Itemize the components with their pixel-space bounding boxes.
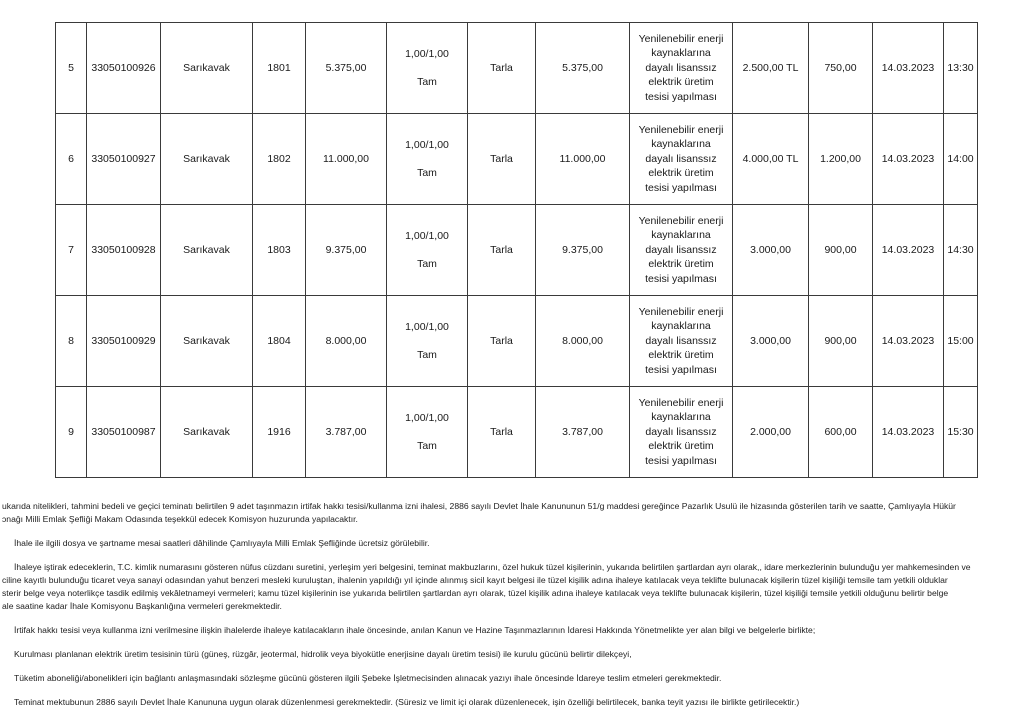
purpose-cell: Yenilenebilir enerji kaynaklarına dayalı lisanssız elektrik üretim tesisi yapılması xyxy=(630,296,733,387)
area-cell: 3.787,00 xyxy=(306,387,387,478)
location-cell: Sarıkavak xyxy=(161,205,253,296)
parcel-no-cell: 1801 xyxy=(253,23,306,114)
area-2-cell: 11.000,00 xyxy=(536,114,630,205)
parcel-no-cell: 1802 xyxy=(253,114,306,205)
land-type-cell: Tarla xyxy=(468,23,536,114)
price-cell: 3.000,00 xyxy=(733,205,809,296)
auction-table xyxy=(55,22,978,478)
parcel-id-cell: 33050100927 xyxy=(87,114,161,205)
auction-notes xyxy=(0,500,1019,709)
note-paragraph: İhaleye iştirak edeceklerin, T.C. kimlik numarasını gösteren nüfus cüzdanı suretini, yerleşim yeri belgesini, teminat makbuzlarını, özel hukuk tüzel kişilerinin, yukarıda belirtilen şartlardan ayrı olarak,, idare merkezlerinin bulunduğu yer mahkemesinden ve xyxy=(14,562,971,572)
date-cell: 14.03.2023 xyxy=(873,205,944,296)
share-cell: 1,00/1,00 Tam xyxy=(387,387,468,478)
purpose-cell: Yenilenebilir enerji kaynaklarına dayalı lisanssız elektrik üretim tesisi yapılması xyxy=(630,205,733,296)
deposit-cell: 600,00 xyxy=(809,387,873,478)
note-paragraph: Kurulması planlanan elektrik üretim tesisinin türü (güneş, rüzgâr, jeotermal, hidrolik veya biyokütle enerjisine dayalı üretim tesisi) ile kurulu gücünü belirtir dilekçeyi, xyxy=(14,649,632,659)
deposit-cell: 1.200,00 xyxy=(809,114,873,205)
note-paragraph: Tüketim aboneliği/abonelikleri için bağlantı anlaşmasındaki sözleşme gücünü gösteren ilgili Şebeke İşletmecisinden alınacak yazıyı ihale öncesinde İdareye teslim etmeleri gerekmektedir. xyxy=(14,673,722,683)
date-cell: 14.03.2023 xyxy=(873,296,944,387)
row-number-cell: 7 xyxy=(56,205,87,296)
note-paragraph: İhale ile ilgili dosya ve şartname mesai saatleri dâhilinde Çamlıyayla Milli Emlak Şefliğinde ücretsiz görülebilir. xyxy=(14,538,430,548)
note-paragraph: ɔnağı Milli Emlak Şefliği Makam Odasında teşekkül edecek Komisyon huzurunda yapılacaktır. xyxy=(2,514,358,524)
deposit-cell: 900,00 xyxy=(809,296,873,387)
share-cell: 1,00/1,00 Tam xyxy=(387,23,468,114)
parcel-id-cell: 33050100929 xyxy=(87,296,161,387)
table-row xyxy=(56,387,978,478)
parcel-id-cell: 33050100928 xyxy=(87,205,161,296)
land-type-cell: Tarla xyxy=(468,387,536,478)
note-paragraph: Teminat mektubunun 2886 sayılı Devlet İhale Kanununa uygun olarak düzenlenmesi gerekmektedir. (Süresiz ve limit içi olarak düzenlenecek, işin özelliği belirtilecek, banka teyit yazısı ile birlikte getirilecektir.) xyxy=(14,697,800,707)
area-2-cell: 3.787,00 xyxy=(536,387,630,478)
purpose-cell: Yenilenebilir enerji kaynaklarına dayalı lisanssız elektrik üretim tesisi yapılması xyxy=(630,387,733,478)
purpose-cell: Yenilenebilir enerji kaynaklarına dayalı lisanssız elektrik üretim tesisi yapılması xyxy=(630,23,733,114)
row-number-cell: 6 xyxy=(56,114,87,205)
note-paragraph: sterir belge veya noterlikçe tasdik edilmiş vekâletnameyi vermeleri; kamu tüzel kişilerinin ise yukarıda belirtilen şartlardan ayrı olarak, tüzel kişilik adına ihaleye katılacak veya teklifte bulunacak kişilerin, tüzel kişiliği temsile yetkili olduğunu belirtir belge xyxy=(2,588,949,598)
note-paragraph: İrtifak hakkı tesisi veya kullanma izni verilmesine ilişkin ihalelerde ihaleye katılacakların ihale öncesinde, anılan Kanun ve Hazine Taşınmazlarının İdaresi Hakkında Yönetmelikte yer alan bilgi ve belgelerle birlikte; xyxy=(14,625,816,635)
location-cell: Sarıkavak xyxy=(161,296,253,387)
area-cell: 11.000,00 xyxy=(306,114,387,205)
deposit-cell: 900,00 xyxy=(809,205,873,296)
date-cell: 14.03.2023 xyxy=(873,387,944,478)
share-cell: 1,00/1,00 Tam xyxy=(387,296,468,387)
purpose-cell: Yenilenebilir enerji kaynaklarına dayalı lisanssız elektrik üretim tesisi yapılması xyxy=(630,114,733,205)
time-cell: 15:00 xyxy=(944,296,978,387)
share-cell: 1,00/1,00 Tam xyxy=(387,205,468,296)
location-cell: Sarıkavak xyxy=(161,387,253,478)
price-cell: 2.000,00 xyxy=(733,387,809,478)
deposit-cell: 750,00 xyxy=(809,23,873,114)
table-row xyxy=(56,23,978,114)
table-row xyxy=(56,296,978,387)
location-cell: Sarıkavak xyxy=(161,23,253,114)
table-row xyxy=(56,205,978,296)
area-cell: 9.375,00 xyxy=(306,205,387,296)
area-cell: 8.000,00 xyxy=(306,296,387,387)
price-cell: 2.500,00 TL xyxy=(733,23,809,114)
note-paragraph: ukarıda nitelikleri, tahmini bedeli ve geçici teminatı belirtilen 9 adet taşınmazın irtifak hakkı tesisi/kullanma izni ihalesi, 2886 sayılı Devlet İhale Kanununun 51/g maddesi gereğince Pazarlık Usulü ile hizasında gösterilen tarih ve saatte, Çamlıyayla Hükür xyxy=(2,501,956,511)
date-cell: 14.03.2023 xyxy=(873,23,944,114)
time-cell: 14:30 xyxy=(944,205,978,296)
time-cell: 14:00 xyxy=(944,114,978,205)
land-type-cell: Tarla xyxy=(468,296,536,387)
location-cell: Sarıkavak xyxy=(161,114,253,205)
price-cell: 3.000,00 xyxy=(733,296,809,387)
date-cell: 14.03.2023 xyxy=(873,114,944,205)
area-cell: 5.375,00 xyxy=(306,23,387,114)
area-2-cell: 9.375,00 xyxy=(536,205,630,296)
parcel-id-cell: 33050100987 xyxy=(87,387,161,478)
price-cell: 4.000,00 TL xyxy=(733,114,809,205)
time-cell: 15:30 xyxy=(944,387,978,478)
area-2-cell: 8.000,00 xyxy=(536,296,630,387)
parcel-no-cell: 1803 xyxy=(253,205,306,296)
parcel-no-cell: 1804 xyxy=(253,296,306,387)
land-type-cell: Tarla xyxy=(468,205,536,296)
note-paragraph: ciline kayıtlı bulunduğu ticaret veya sanayi odasından yahut benzeri mesleki kuruluştan, ihalenin yapıldığı yıl içinde alınmış sicil kayıt belgesi ile tüzel kişilik adına ihaleye katılacak veya teklifte bulunacak kişilerin tüzel kişiliği temsile tam yetkili olduklar xyxy=(2,575,948,585)
share-cell: 1,00/1,00 Tam xyxy=(387,114,468,205)
time-cell: 13:30 xyxy=(944,23,978,114)
parcel-no-cell: 1916 xyxy=(253,387,306,478)
parcel-id-cell: 33050100926 xyxy=(87,23,161,114)
note-paragraph: ale saatine kadar İhale Komisyonu Başkanlığına vermeleri gerekmektedir. xyxy=(2,601,282,611)
area-2-cell: 5.375,00 xyxy=(536,23,630,114)
land-type-cell: Tarla xyxy=(468,114,536,205)
table-row xyxy=(56,114,978,205)
row-number-cell: 9 xyxy=(56,387,87,478)
row-number-cell: 5 xyxy=(56,23,87,114)
row-number-cell: 8 xyxy=(56,296,87,387)
